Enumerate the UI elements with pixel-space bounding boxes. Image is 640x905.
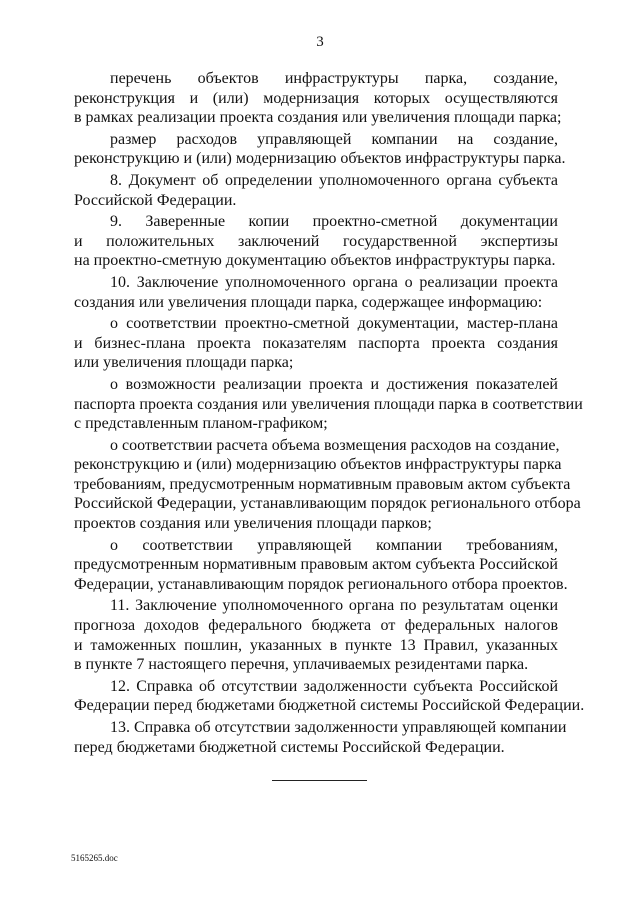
paragraph-line: реконструкцию и (или) модернизацию объектов инфраструктуры парка. xyxy=(74,150,566,168)
paragraph-line: и положительных заключений государственной экспертизы xyxy=(74,232,558,250)
paragraph-line: 8. Документ об определении уполномоченного органа субъекта xyxy=(110,171,558,189)
paragraph-line: 9. Заверенные копии проектно-сметной документации xyxy=(110,213,558,231)
paragraph-line: Российской Федерации, устанавливающим порядок регионального отбора xyxy=(74,495,581,513)
paragraph-line: и таможенных пошлин, указанных в пункте 13 Правил, указанных xyxy=(74,636,558,654)
paragraph xyxy=(74,436,581,535)
paragraph xyxy=(74,597,558,675)
paragraph xyxy=(74,375,583,435)
paragraph-line: в пункте 7 настоящего перечня, уплачиваемых резидентами парка. xyxy=(74,656,529,674)
paragraph xyxy=(74,172,558,211)
paragraph-line: о соответствии управляющей компании требованиям, xyxy=(110,536,558,554)
paragraph xyxy=(74,274,558,313)
paragraph-line: Федерации перед бюджетами бюджетной системы Российской Федерации. xyxy=(74,697,585,715)
paragraph xyxy=(74,130,566,170)
paragraph-line: или увеличения площади парка; xyxy=(74,354,294,372)
paragraph-line: о соответствии проектно-сметной документации, мастер-плана xyxy=(110,315,558,333)
paragraph-line: перед бюджетами бюджетной системы Российской Федерации. xyxy=(74,738,505,756)
paragraph-line: предусмотренным нормативным правовым актом субъекта Российской xyxy=(74,556,558,574)
paragraph xyxy=(74,213,558,272)
paragraph-line: и бизнес-плана проекта показателям паспорта проекта создания xyxy=(74,334,558,352)
paragraph-line: перечень объектов инфраструктуры парка, создание, xyxy=(110,70,558,87)
paragraph-line: 11. Заключение уполномоченного органа по результатам оценки xyxy=(110,597,558,615)
end-separator-line xyxy=(272,780,367,781)
paragraph xyxy=(74,677,585,717)
paragraph-line: на проектно-сметную документацию объектов инфраструктуры парка. xyxy=(74,252,556,270)
paragraph xyxy=(74,70,562,129)
paragraph-line: Российской Федерации. xyxy=(74,191,237,209)
paragraph xyxy=(74,719,567,758)
document-file-code: 5165265.doc xyxy=(71,853,118,863)
paragraph-line: создания или увеличения площади парка, содержащее информацию: xyxy=(74,293,543,311)
paragraph-line: в рамках реализации проекта создания или увеличения площади парка; xyxy=(74,109,562,127)
paragraph-line: о соответствии расчета объема возмещения расходов на создание, xyxy=(110,436,560,454)
paragraph-line: с представленным планом-графиком; xyxy=(74,415,328,433)
paragraph-line: реконструкция и (или) модернизация которых осуществляются xyxy=(74,89,558,107)
paragraph-line: о возможности реализации проекта и достижения показателей xyxy=(110,375,558,393)
document-body xyxy=(74,70,585,760)
paragraph-line: размер расходов управляющей компании на создание, xyxy=(110,130,558,148)
paragraph-line: требованиям, предусмотренным нормативным правовым актом субъекта xyxy=(74,475,571,493)
paragraph-line: Федерации, устанавливающим порядок регионального отбора проектов. xyxy=(74,575,568,593)
paragraph-line: реконструкцию и (или) модернизацию объектов инфраструктуры парка xyxy=(74,456,562,474)
paragraph-line: 13. Справка об отсутствии задолженности управляющей компании xyxy=(110,719,567,736)
paragraph-line: проектов создания или увеличения площади парков; xyxy=(74,515,432,533)
paragraph xyxy=(74,536,568,596)
page-number: 3 xyxy=(316,34,324,50)
paragraph-line: прогноза доходов федерального бюджета от федеральных налогов xyxy=(74,617,558,635)
paragraph-line: 10. Заключение уполномоченного органа о реализации проекта xyxy=(110,273,558,291)
paragraph-line: паспорта проекта создания или увеличения площади парка в соответствии xyxy=(74,395,583,413)
paragraph-line: 12. Справка об отсутствии задолженности субъекта Российской xyxy=(110,677,558,695)
paragraph xyxy=(74,315,558,374)
